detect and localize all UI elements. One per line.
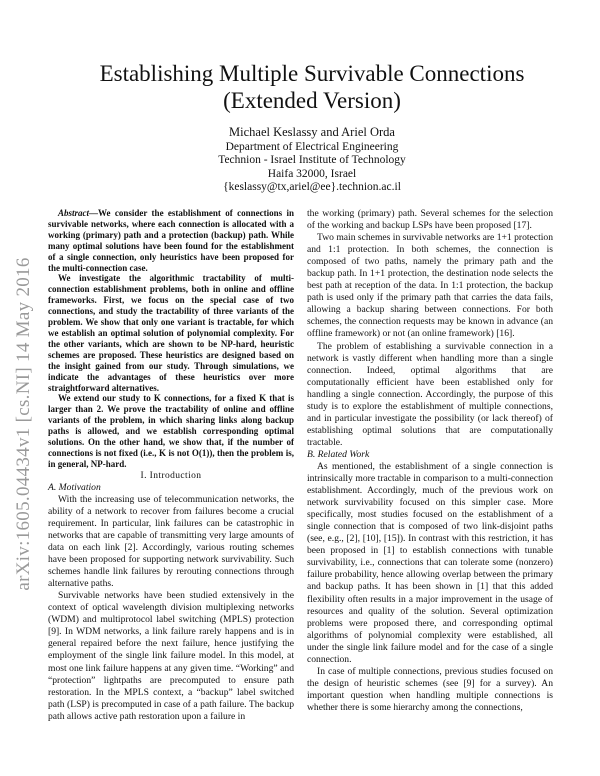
- right-paragraph-3: As mentioned, the establishment of a single connection is intrinsically more tractable in comparison to a multi-connection establishment. Accordingly, much of the previous work on network survivability focused on this simpler case. More specifically, most studies focused on the establishment of a single connection that is composed of two link-disjoint paths (see, e.g., [2], [10], [15]). In contrast with this restriction, it has been proposed in [1] to establish connections with tunable survivability, i.e., connections that can tolerate some (nonzero) failure probability, hence allowing overlap between the primary and backup paths. It has been shown in [1] that this added flexibility often results in a major improvement in the usage of resources and quality of the solution. Several optimization problems were proposed there, and corresponding optimal algorithms of polynomial complexity were established, all under the single link failure model and for the case of a single connection.: [307, 460, 553, 665]
- right-paragraph-2: The problem of establishing a survivable connection in a network is vastly different when handling more than a single connection. Indeed, optimal algorithms that are computationally efficient have been established only for handling a single connection. Accordingly, the purpose of this study is to explore the establishment of multiple connections, and in particular investigate the possibility (or lack thereof) of establishing optimal solutions that are computationally tractable.: [307, 340, 553, 448]
- author-names: Michael Keslassy and Ariel Orda: [229, 125, 395, 139]
- abstract-paragraph-1: Abstract—We consider the establishment of connections in survivable networks, where each connection is allocated with a working (primary) path and a protection (backup) path. While many optimal solutions have been found for the establishment of a single connection, only heuristics have been proposed for the multi-connection case.: [48, 208, 294, 273]
- subsection-heading-related-work: B. Related Work: [307, 448, 370, 460]
- paper-title: [40, 60, 584, 114]
- abstract-paragraph-2: We investigate the algorithmic tractability of multi-connection establishment problems, both in online and offline frameworks. First, we focus on the special case of two connections, and study the tractability of three variants of the problem. We show that only one variant is tractable, for which we establish an optimal solution of polynomial complexity. For the other variants, which are shown to be NP-hard, heuristic schemes are proposed. These heuristics are designed based on the insight gained from our study. Through simulations, we indicate the advantages of these heuristics over more straightforward alternatives.: [48, 273, 294, 393]
- author-institution: Technion - Israel Institute of Technology: [218, 154, 406, 166]
- author-block: [40, 126, 584, 195]
- abstract: [48, 208, 294, 470]
- arxiv-side-label: [12, 0, 36, 776]
- author-city: Haifa 32000, Israel: [267, 167, 357, 180]
- subsection-heading-motivation: A. Motivation: [48, 481, 101, 493]
- right-column: [307, 208, 553, 714]
- intro-paragraph-1: With the increasing use of telecommunication networks, the ability of a network to recover from failures become a crucial requirement. In particular, link failures can be catastrophic in networks that are capable of transmitting very large amounts of data on each link [2]. Accordingly, various routing schemes have been proposed for supporting network survivability. Such schemes handle link failures by rerouting connections through alternative paths.: [48, 493, 294, 590]
- intro-paragraph-2: Survivable networks have been studied extensively in the context of optical wavelength division multiplexing networks (WDM) and multiprotocol label switching (MPLS) protection [9]. In WDM networks, a link failure rarely happens and is in general repaired before the next failure, hence justifying the employment of the single link failure model. In this model, at most one link failure happens at any given time. “Working” and “protection” lightpaths are precomputed to ensure path restoration. In the MPLS context, a “backup” label switched path (LSP) is precomputed in case of a path failure. The backup path allows active path restoration upon a failure in: [48, 590, 294, 722]
- right-paragraph-0: the working (primary) path. Several schemes for the selection of the working and backup LSPs have been proposed [17].: [307, 208, 553, 232]
- right-paragraph-1: Two main schemes in survivable networks are 1+1 protection and 1:1 protection. In both schemes, the connection is composed of two paths, namely the primary path and the backup path. In 1+1 protection, the destination node selects the best path at reception of the data. In 1:1 protection, the backup path is used only if the primary path that carries the data fails, allowing a backup sharing between connections. For both schemes, the connection requests may be known in advance (an offline framework) or not (an online framework) [16].: [307, 232, 553, 340]
- left-column: [48, 208, 294, 723]
- author-department: Department of Electrical Engineering: [225, 140, 399, 153]
- right-paragraph-4: In case of multiple connections, previous studies focused on the design of heuristic schemes (see [9] for a survey). An important question when handling multiple connections is whether there is some hierarchy among the connections,: [307, 665, 553, 713]
- arxiv-id: arXiv:1605.04434v1 [cs.NI] 14 May 2016: [13, 257, 34, 591]
- title-line-2: (Extended Version): [223, 88, 401, 113]
- abstract-lead: Abstract—: [58, 208, 99, 218]
- section-heading-introduction: I. Introduction: [140, 470, 202, 481]
- abstract-paragraph-3: We extend our study to K connections, for a fixed K that is larger than 2. We prove the tractability of online and offline variants of the problem, in which sharing links along backup paths is allowed, and we establish corresponding optimal solutions. On the other hand, we show that, if the number of connections is not fixed (i.e., K is not O(1)), then the problem is, in general, NP-hard.: [48, 393, 294, 469]
- author-email: {keslassy@tx,ariel@ee}.technion.ac.il: [223, 181, 401, 193]
- title-line-1: Establishing Multiple Survivable Connections: [99, 61, 525, 86]
